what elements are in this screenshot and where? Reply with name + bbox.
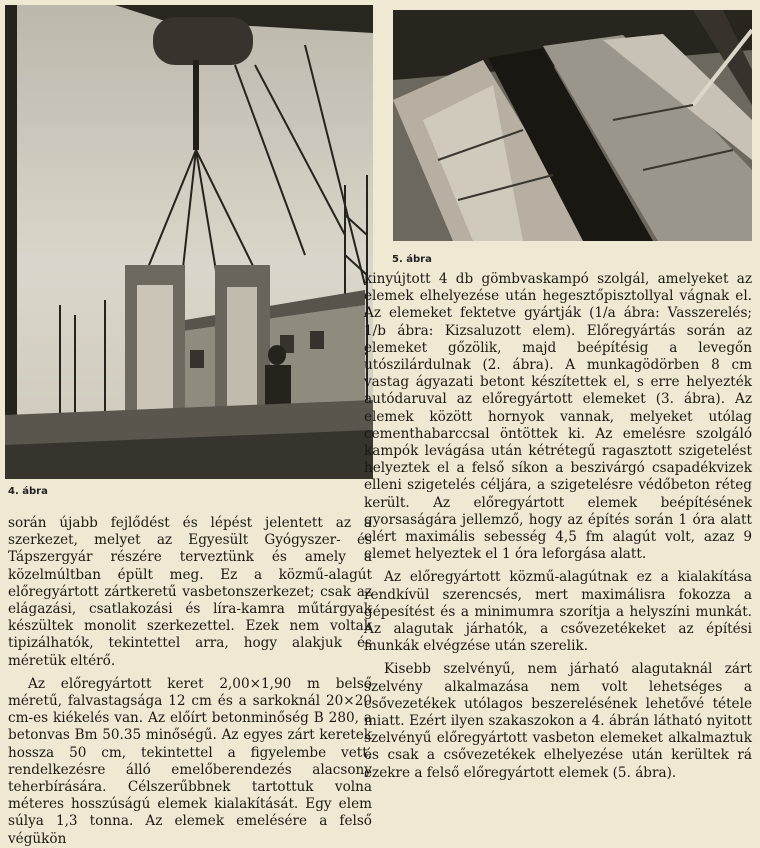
left-column-text [8, 515, 372, 848]
left-paragraph-1: során újabb fejlődést és lépést jelentett az a szerkezet, melyet az Egyesült Gyógyszer- és Tápszergyár részére terveztünk és amely a közelmúltban épült meg. Ez a közmű-alagút előregyártott zártkeretű vasbetonszerkezet; csak az elágazási, csatlakozási és líra-kamra műtárgyak készültek monolit szerkezettel. Ezek nem voltak tipizálhatók, tekintettel arra, hogy alakjuk és méretük eltérő. [8, 515, 372, 669]
figure-4-caption: 4. ábra [8, 486, 48, 497]
right-column-text [364, 271, 752, 782]
right-paragraph-3: Kisebb szelvényű, nem járható alagutaknál zárt szelvény alkalmazása nem volt lehetséges a csővezetékek utólagos beszerelésének lehetővé tétele miatt. Ezért ilyen szakaszokon a 4. ábrán látható nyitott szelvényű előregyártott vasbeton elemeket alkalmaztuk és csak a csővezetékek elhelyezése után kerültek rá ezekre a felső előregyártott elemek (5. ábra). [364, 661, 752, 781]
right-paragraph-2: Az előregyártott közmű-alagútnak ez a kialakítása rendkívül szerencsés, mert maximálisra fokozza a gépesítést és a minimumra szorítja a helyszíni munkát. Az alagutak járhatók, a csővezetékeket az építési munkák elvégzése után szerelik. [364, 569, 752, 655]
figure-5-caption: 5. ábra [392, 254, 432, 265]
right-paragraph-1: kinyújtott 4 db gömbvaskampó szolgál, amelyeket az elemek elhelyezése után hegesztőpisztollyal vágnak el. Az elemeket fektetve gyártják (1/a ábra: Vasszerelés; 1/b ábra: Kizsaluzott elem). Előregyártás során az elemeket gőzölik, majd beépítésig a levegőn utószilárdulnak (2. ábra). A munkagödörben 8 cm vastag ágyazati betont készítettek el, s erre helyezték autódaruval az előregyártott elemeket (3. ábra). Az elemek között hornyok vannak, melyeket utólag cementhabarccsal öntöttek ki. Az emelésre szolgáló kampók levágása után kétrétegű ragasztott szigetelést helyeztek el a felső síkon a beszivárgó csapadékvizek elleni szigetelés céljára, a szigetelésre védőbeton réteg került. Az előregyártott elemek beépítésének gyorsaságára jellemző, hogy az építés során 1 óra alatt elért maximális sebesség 4,5 fm alagút volt, azaz 9 elemet helyeztek el 1 óra leforgása alatt. [364, 271, 752, 563]
left-paragraph-2: Az előregyártott keret 2,00×1,90 m belső méretű, falvastagsága 12 cm és a sarkoknál 20×20 cm-es kiékelés van. Az előírt betonminőség B 280, a betonvas Bm 50.35 minőségű. Az egyes zárt keretek hossza 50 cm, tekintettel a figyelembe vett, rendelkezésre álló emelőberendezés alacsony teherbírására. Célszerűbbnek tartottuk volna méteres hosszúságú elemek kialakítását. Egy elem súlya 1,3 tonna. Az elemek emelésére a felső végükön [8, 675, 372, 847]
figure-5-photo [393, 10, 752, 241]
figure-4-photo [5, 5, 373, 479]
